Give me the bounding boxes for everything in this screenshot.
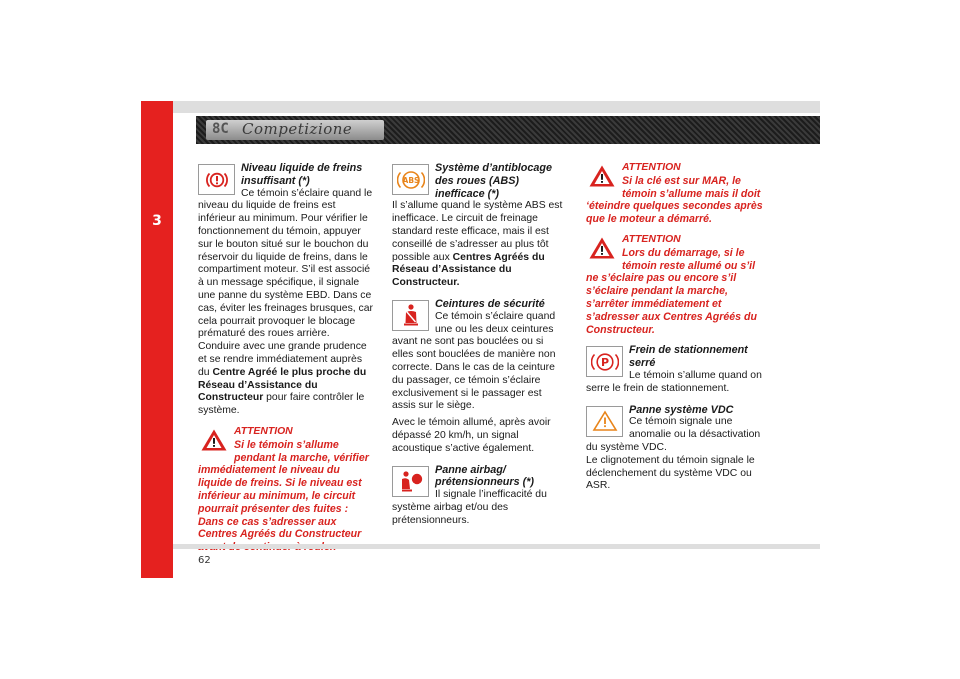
section-heading: Frein de stationnement serré [629,344,748,370]
attention-triangle-icon [588,164,616,188]
section-text [198,188,373,418]
section-text-2: Avec le témoin allumé, après avoir dépassé 20 km/h, un signal acoustique s’active également. [392,417,551,454]
parking-icon-label: P [600,355,609,369]
section-text: Ce témoin signale une anomalie ou la désactivation du système VDC. [586,416,761,453]
parking-brake-icon [586,346,623,377]
column-2 [392,162,567,528]
attention-title: ATTENTION [622,233,681,245]
attention-text: Si la clé est sur MAR, le témoin s’allume mais il doit ‘éteindre quelques secondes après que le moteur a démarré. [586,174,763,226]
attention-text: Lors du démarrage, si le témoin reste allumé ou s’il ne s’éclaire pas ou encore s’il s’éclaire pendant la marche, s’arrêter immédiatement et s’adresser aux Centres Agréés du Constructeur. [586,246,757,336]
header-banner [196,116,820,144]
attention-text: Si le témoin s’allume pendant la marche, vérifier immédiatement le niveau du liquide de freins. Si le niveau est inférieur au minimum, le circuit pourrait présenter des fuites : Dans ce cas s’adresser aux Centres Agréés du Constructeur [198,438,369,541]
bottom-bar [173,544,820,549]
section-text-2: Le clignotement du témoin signale le déclenchement du système VDC ou ASR. [586,454,755,492]
abs-warning-icon [392,164,429,195]
chapter-number: 3 [152,213,162,229]
logo-name: Competizione [242,120,353,138]
section-text: Ce témoin s’éclaire quand une ou les deux ceintures avant ne sont pas bouclées ou si elles sont bouclées de manière non correcte. Dans le cas de la ceinture du passager, ce témoin s’éclaire exclusivement si le passager est assis sur le siège. [392,310,556,412]
attention-triangle-icon [588,236,616,260]
attention-title: ATTENTION [622,162,681,173]
section-airbag [392,464,567,528]
section-seatbelt [392,298,567,456]
column-3 [586,162,764,493]
brand-logo [206,120,384,140]
logo-model: 8C [212,121,229,137]
attention-title: ATTENTION [234,425,293,437]
brake-warning-icon [198,164,235,195]
section-brake-fluid [198,162,373,418]
vdc-warning-icon [586,406,623,437]
seatbelt-icon [392,300,429,331]
attention-block-2 [586,234,764,336]
column-1 [198,162,373,554]
section-heading: Panne airbag/ prétensionneurs (*) [435,463,534,489]
section-vdc [586,404,764,494]
text-part: Il s’allume quand le système ABS est inefficace. Le circuit de freinage standard reste efficace, mais il est conseillé de s’adresser au plus tôt possible aux [392,200,563,263]
attention-block-1 [586,162,764,226]
section-heading: Panne système VDC [629,403,734,416]
section-heading: Niveau liquide de freins insuffisant (*) [241,162,363,187]
section-heading: Système d’antiblocage des roues (ABS) inefficace (*) [435,162,553,200]
airbag-icon [392,466,429,497]
text-part: Ce témoin s’éclaire quand le niveau du liquide de freins est inférieur au minimum. Pour vérifier le fonctionnement du témoin, appuyer sur le bouton situé sur le bouchon du réservoir du liquide de freins, dans le compartiment moteur. S’il est associé à un message spécifique, il signale une panne du système EBD. Dans ce cas, éviter les freinages brusques, car cela pourrait provoquer le blocage prématuré des roues arrière. Conduire avec une grande prudence et se rendre immédiatement auprès du [198,187,373,378]
attention-block [198,426,373,554]
text-part: pour faire contrôler le système. [198,392,365,417]
section-abs [392,162,567,290]
chapter-sidebar [141,101,173,578]
page-number: 62 [198,555,211,566]
text-bold: Centres Agréés du Réseau d’Assistance du Constructeur. [392,251,545,289]
top-bar [173,101,820,113]
abs-icon-label: ABS [402,175,419,185]
section-text [392,200,567,290]
section-text: Le témoin s’allume quand on serre le frein de stationnement. [586,369,762,394]
attention-triangle-icon [200,428,228,452]
section-heading: Ceintures de sécurité [435,297,545,310]
text-bold: Centre Agréé le plus proche du Réseau d’Assistance du Constructeur [198,366,367,404]
section-parking-brake [586,344,764,395]
section-text: Il signale l’inefficacité du système airbag et/ou des prétensionneurs. [392,489,547,526]
